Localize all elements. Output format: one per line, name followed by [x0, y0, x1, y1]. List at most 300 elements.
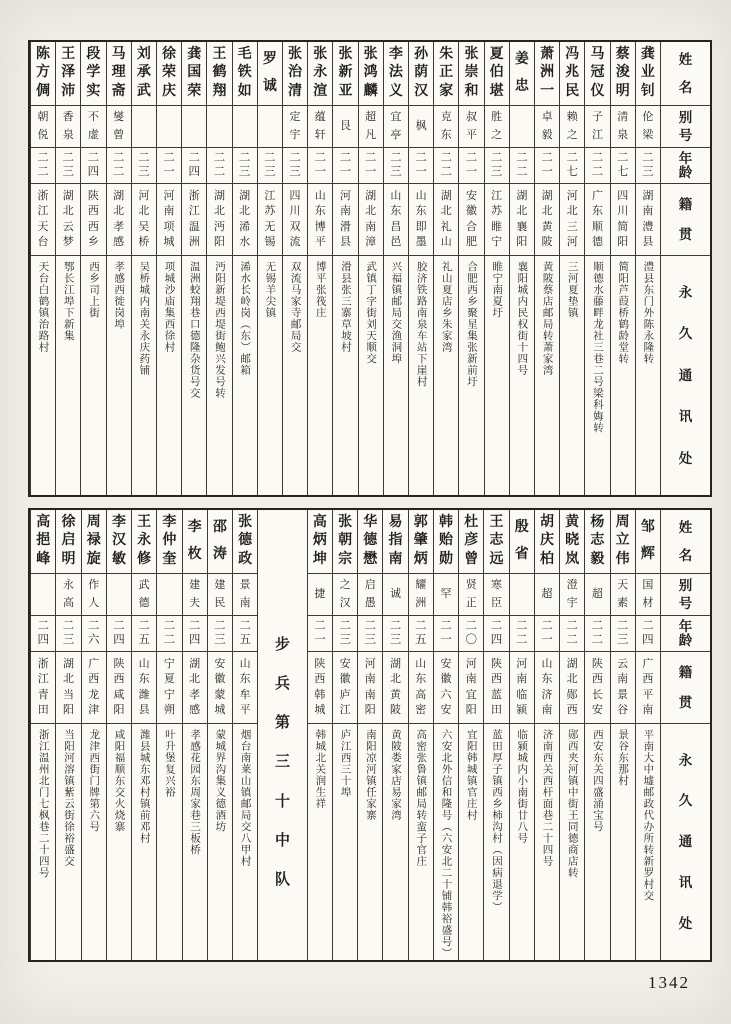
char-glyph: 实: [86, 83, 101, 99]
char-glyph: 云: [62, 220, 74, 233]
person-alias: [560, 109, 584, 144]
char-glyph: 北: [62, 673, 74, 686]
person-native: [535, 189, 559, 250]
header-cell-age: [661, 616, 710, 652]
cell-age: [409, 616, 433, 652]
char-glyph: 号: [678, 127, 693, 143]
person-alias: [459, 109, 483, 144]
char-glyph: 六: [87, 634, 100, 646]
char-glyph: 指: [388, 533, 403, 549]
char-glyph: 朝: [338, 533, 353, 549]
person-name: [157, 46, 181, 101]
person-age: [585, 619, 609, 648]
char-glyph: 十: [274, 793, 290, 810]
person-name: [132, 514, 156, 569]
person-name: [258, 46, 282, 101]
char-glyph: 二: [440, 151, 453, 164]
person-alias: [359, 109, 383, 144]
char-glyph: 徐: [61, 515, 76, 531]
person-native: [207, 189, 231, 250]
person-column: [206, 42, 231, 495]
cell-name: [434, 42, 458, 106]
person-age: [409, 151, 433, 180]
char-glyph: 四: [37, 634, 49, 646]
char-glyph: 冯: [565, 47, 580, 63]
person-name: [535, 514, 559, 569]
person-age: [333, 151, 357, 180]
char-glyph: 马: [590, 47, 605, 63]
char-glyph: 二: [339, 151, 352, 164]
char-glyph: 峰: [36, 551, 51, 567]
cell-native: [409, 184, 433, 256]
cell-address: [208, 724, 232, 960]
char-glyph: 一: [364, 166, 377, 178]
char-glyph: 涛: [212, 547, 227, 563]
char-glyph: 李: [111, 515, 126, 531]
cell-native: [560, 652, 584, 724]
char-glyph: 卓: [541, 111, 553, 124]
person-age: [384, 151, 408, 180]
char-glyph: 辉: [640, 547, 655, 563]
char-glyph: 二: [138, 619, 150, 632]
char-glyph: 东: [591, 205, 603, 218]
char-glyph: 香: [62, 111, 74, 124]
cell-native: [510, 184, 534, 256]
char-glyph: 名: [678, 547, 693, 563]
char-glyph: 二: [62, 619, 75, 632]
person-column: [382, 510, 407, 960]
cell-name: [560, 42, 584, 106]
person-address: 蒙城界沟集义德酒坊: [214, 729, 226, 833]
person-native: [157, 657, 181, 718]
person-address: 天台白鹤镇治路村: [37, 261, 49, 353]
char-glyph: 西: [88, 673, 100, 686]
char-glyph: 钊: [640, 83, 655, 99]
person-native: [510, 189, 534, 250]
person-column: [358, 42, 383, 495]
char-glyph: 号: [678, 595, 693, 611]
person-native: [611, 657, 635, 718]
person-alias: [636, 577, 660, 612]
cell-alias: [459, 574, 483, 616]
char-glyph: 兵: [274, 676, 290, 693]
char-glyph: 龚: [187, 47, 202, 63]
char-glyph: 宁: [163, 688, 175, 701]
char-glyph: 北: [62, 205, 74, 218]
char-glyph: 耀: [415, 579, 427, 592]
person-column: [106, 510, 131, 960]
char-glyph: 学: [86, 65, 101, 81]
cell-age: [636, 616, 660, 652]
cell-name: [82, 510, 106, 574]
char-glyph: 张: [238, 515, 253, 531]
char-glyph: 二: [591, 151, 604, 164]
person-name: [636, 514, 660, 569]
char-glyph: 一: [415, 166, 427, 178]
char-glyph: 兆: [565, 65, 580, 81]
char-glyph: 梁: [642, 128, 654, 141]
char-glyph: 明: [615, 83, 630, 99]
char-glyph: 德: [363, 533, 378, 549]
char-glyph: 沔: [213, 220, 225, 233]
person-column: [332, 510, 357, 960]
person-name: [384, 46, 408, 101]
cell-native: [560, 184, 584, 256]
person-name: [560, 514, 584, 569]
cell-age: [56, 148, 80, 184]
person-address: 南阳凉河镇任家寨: [364, 729, 376, 821]
char-glyph: 周: [86, 515, 101, 531]
char-glyph: 西: [566, 703, 578, 716]
char-glyph: 临: [516, 688, 528, 701]
person-native: [459, 189, 483, 250]
char-glyph: 艮: [339, 120, 351, 132]
char-glyph: 温: [188, 220, 200, 233]
cell-alias: [585, 106, 609, 148]
person-name: [233, 46, 257, 101]
char-glyph: 简: [617, 220, 629, 233]
person-column: [635, 510, 660, 960]
cell-name: [636, 510, 660, 574]
char-glyph: 懋: [363, 551, 378, 567]
cell-native: [183, 652, 207, 724]
char-glyph: 杨: [590, 515, 605, 531]
person-native: [81, 189, 105, 250]
char-glyph: 二: [465, 619, 477, 632]
char-glyph: 二: [214, 619, 226, 632]
person-address: 温洲蛟翔巷口德隆杂货号交: [188, 261, 200, 399]
char-glyph: 之: [566, 128, 578, 141]
char-glyph: 倜: [36, 83, 51, 99]
char-glyph: 和: [464, 83, 479, 99]
char-glyph: 二: [516, 151, 528, 164]
person-name: [183, 514, 207, 569]
char-glyph: 河: [364, 658, 376, 671]
char-glyph: 济: [541, 688, 553, 701]
person-alias: [183, 577, 207, 612]
char-glyph: 高: [36, 515, 51, 531]
header-label-age: [661, 151, 710, 180]
person-column: [534, 510, 559, 960]
cell-name: [409, 510, 433, 574]
person-name: [233, 514, 257, 569]
cell-alias: [611, 574, 635, 616]
char-glyph: 年: [678, 618, 693, 634]
char-glyph: 韩: [314, 688, 326, 701]
header-cell-age: [661, 148, 710, 184]
char-glyph: 江: [188, 205, 200, 218]
person-age: [409, 619, 433, 648]
cell-native: [485, 184, 509, 256]
cell-alias: [82, 574, 106, 616]
cell-alias: [358, 574, 382, 616]
header-label-native: [661, 189, 710, 250]
cell-native: [207, 184, 231, 256]
person-address: 睢宁南夏圩: [491, 261, 503, 319]
char-glyph: 胜: [491, 111, 503, 124]
char-glyph: 二: [642, 151, 654, 164]
header-label-address: [661, 272, 710, 479]
header-label-native: [661, 657, 710, 718]
char-glyph: 罗: [262, 51, 277, 67]
char-glyph: 三: [364, 634, 377, 646]
char-glyph: 潍: [138, 688, 150, 701]
header-label-address: [661, 740, 710, 944]
char-glyph: 北: [566, 205, 578, 218]
person-native: [535, 657, 559, 718]
char-glyph: 义: [388, 83, 403, 99]
cell-alias: [333, 106, 357, 148]
char-glyph: 二: [364, 151, 377, 164]
cell-native: [409, 652, 433, 724]
char-glyph: 王: [61, 47, 76, 63]
char-glyph: 亭: [390, 128, 402, 141]
char-glyph: 漳: [365, 235, 377, 248]
char-glyph: 田: [490, 703, 502, 716]
cell-name: [208, 510, 232, 574]
person-native: [560, 189, 584, 250]
cell-alias: [107, 106, 131, 148]
cell-name: [157, 510, 181, 574]
char-glyph: 炳: [312, 533, 327, 549]
cell-alias: [233, 574, 257, 616]
person-column: [559, 42, 584, 495]
char-glyph: 杜: [464, 515, 479, 531]
person-native: [308, 189, 332, 250]
cell-age: [308, 616, 332, 652]
person-age: [183, 619, 207, 648]
person-native: [485, 189, 509, 250]
cell-address: [157, 724, 181, 960]
cell-age: [434, 148, 458, 184]
char-glyph: 江: [264, 190, 276, 203]
unit-label-column: [257, 510, 306, 960]
person-column: [232, 42, 257, 495]
char-glyph: 项: [163, 220, 175, 233]
char-glyph: 安: [440, 703, 452, 716]
char-glyph: 二: [87, 151, 100, 164]
cell-native: [31, 652, 55, 724]
person-name: [611, 514, 635, 569]
char-glyph: 湖: [365, 190, 377, 203]
cell-age: [183, 616, 207, 652]
cell-name: [132, 42, 156, 106]
cell-address: [535, 724, 559, 960]
char-glyph: 伦: [642, 111, 654, 124]
person-native: [56, 657, 80, 718]
cell-name: [308, 510, 332, 574]
person-age: [434, 619, 458, 648]
person-age: [535, 619, 559, 648]
cell-alias: [636, 106, 660, 148]
person-address: 韩城北关润生祥: [314, 729, 326, 810]
char-glyph: 殷: [514, 519, 529, 535]
cell-native: [258, 184, 282, 256]
char-glyph: 襄: [516, 220, 528, 233]
char-glyph: 泽: [61, 65, 76, 81]
char-glyph: 洲: [540, 65, 555, 81]
char-glyph: 河: [465, 658, 477, 671]
char-glyph: 二: [113, 619, 125, 632]
char-glyph: 宇: [566, 596, 578, 609]
char-glyph: 诚: [262, 79, 277, 95]
char-glyph: 张: [464, 47, 479, 63]
person-column: [156, 42, 181, 495]
char-glyph: 二: [465, 151, 478, 164]
char-glyph: 四: [188, 634, 201, 646]
person-column: [584, 510, 609, 960]
person-column: [509, 510, 534, 960]
person-address: 龙津西街门牌第六号: [88, 729, 100, 833]
char-glyph: 龄: [678, 633, 693, 648]
cell-address: [510, 256, 534, 495]
cell-alias: [585, 574, 609, 616]
cell-name: [56, 510, 80, 574]
person-alias: [81, 109, 105, 144]
cell-address: [611, 256, 635, 495]
char-glyph: 易: [388, 515, 403, 531]
cell-alias: [510, 106, 534, 148]
cell-name: [636, 42, 660, 106]
cell-name: [56, 42, 80, 106]
char-glyph: 寒: [490, 579, 502, 592]
person-alias: [484, 577, 508, 612]
header-cell-native: [661, 184, 710, 256]
cell-address: [82, 724, 106, 960]
person-name: [359, 46, 383, 101]
char-glyph: 法: [388, 65, 403, 81]
char-glyph: 崇: [464, 65, 479, 81]
cell-address: [233, 256, 257, 495]
cell-address: [31, 256, 55, 495]
person-name: [107, 46, 131, 101]
header-label-name: [661, 46, 710, 101]
person-column: [534, 42, 559, 495]
person-age: [636, 619, 660, 648]
char-glyph: 黄: [565, 515, 580, 531]
cell-age: [157, 148, 181, 184]
char-glyph: 北: [541, 205, 553, 218]
person-alias: [485, 109, 509, 144]
person-age: [510, 151, 534, 180]
person-alias: [434, 109, 458, 144]
cell-address: [611, 724, 635, 960]
char-glyph: 二: [112, 166, 125, 178]
char-glyph: 南: [388, 551, 403, 567]
cell-address: [409, 724, 433, 960]
cell-name: [233, 42, 257, 106]
person-address: 黄陂蔡店邮局转萧家湾: [541, 261, 553, 376]
char-glyph: 郧: [566, 688, 578, 701]
char-glyph: 荫: [414, 65, 429, 81]
cell-age: [535, 616, 559, 652]
char-glyph: 陈: [36, 47, 51, 63]
person-age: [107, 619, 131, 648]
char-glyph: 诚: [390, 588, 402, 600]
char-glyph: 山: [415, 658, 427, 671]
cell-alias: [56, 574, 80, 616]
person-column: [282, 42, 307, 495]
cell-alias: [157, 574, 181, 616]
char-glyph: 二: [37, 166, 49, 178]
cell-native: [283, 184, 307, 256]
cell-age: [434, 616, 458, 652]
person-name: [434, 514, 458, 569]
cell-age: [383, 616, 407, 652]
char-glyph: 河: [339, 190, 351, 203]
char-glyph: 山: [390, 190, 402, 203]
cell-age: [409, 148, 433, 184]
person-native: [434, 657, 458, 718]
person-age: [182, 151, 206, 180]
cell-age: [358, 616, 382, 652]
char-glyph: 山: [415, 190, 427, 203]
cell-age: [132, 616, 156, 652]
cell-address: [333, 724, 357, 960]
cell-address: [233, 724, 257, 960]
char-glyph: 陂: [541, 235, 553, 248]
char-glyph: 感: [113, 235, 125, 248]
char-glyph: 三: [389, 634, 402, 646]
char-glyph: 邹: [640, 519, 655, 535]
person-name: [585, 514, 609, 569]
cell-name: [31, 42, 55, 106]
char-glyph: 彦: [464, 533, 479, 549]
char-glyph: 宁: [163, 658, 175, 671]
person-address: 礼山夏店乡朱家湾: [440, 261, 452, 353]
person-alias: [535, 109, 559, 144]
char-glyph: 庆: [162, 83, 177, 99]
char-glyph: 安: [465, 190, 477, 203]
char-glyph: 朔: [163, 703, 175, 716]
char-glyph: 毅: [590, 551, 605, 567]
person-address: 襄阳城内民权街十四号: [516, 261, 528, 376]
char-glyph: 东: [138, 673, 150, 686]
char-glyph: 四: [87, 166, 100, 178]
cell-age: [31, 616, 55, 652]
char-glyph: 阳: [113, 703, 125, 716]
person-address: 合肥西乡聚星集张新前圩: [465, 261, 477, 388]
char-glyph: 水: [239, 235, 251, 248]
person-name: [56, 514, 80, 569]
char-glyph: 平: [314, 235, 326, 248]
cell-name: [585, 42, 609, 106]
char-glyph: 七: [566, 166, 579, 178]
char-glyph: 东: [415, 205, 427, 218]
person-name: [107, 514, 131, 569]
char-glyph: 安: [591, 703, 603, 716]
char-glyph: 洲: [188, 235, 200, 248]
char-glyph: 阳: [213, 235, 225, 248]
person-address: 浠水长岭岗（东）邮箱: [239, 261, 251, 376]
char-glyph: 虚: [87, 128, 99, 141]
char-glyph: 二: [213, 151, 226, 164]
char-glyph: 湖: [113, 190, 125, 203]
cell-name: [560, 510, 584, 574]
char-glyph: 中: [274, 832, 290, 849]
cell-alias: [132, 574, 156, 616]
person-alias: [82, 577, 106, 612]
person-age: [359, 151, 383, 180]
char-glyph: 通: [678, 367, 693, 383]
cell-address: [359, 256, 383, 495]
char-glyph: 平: [465, 128, 477, 141]
char-glyph: 合: [465, 220, 477, 233]
cell-address: [333, 256, 357, 495]
char-glyph: 业: [640, 65, 655, 81]
char-glyph: 桥: [138, 235, 150, 248]
cell-native: [308, 184, 332, 256]
